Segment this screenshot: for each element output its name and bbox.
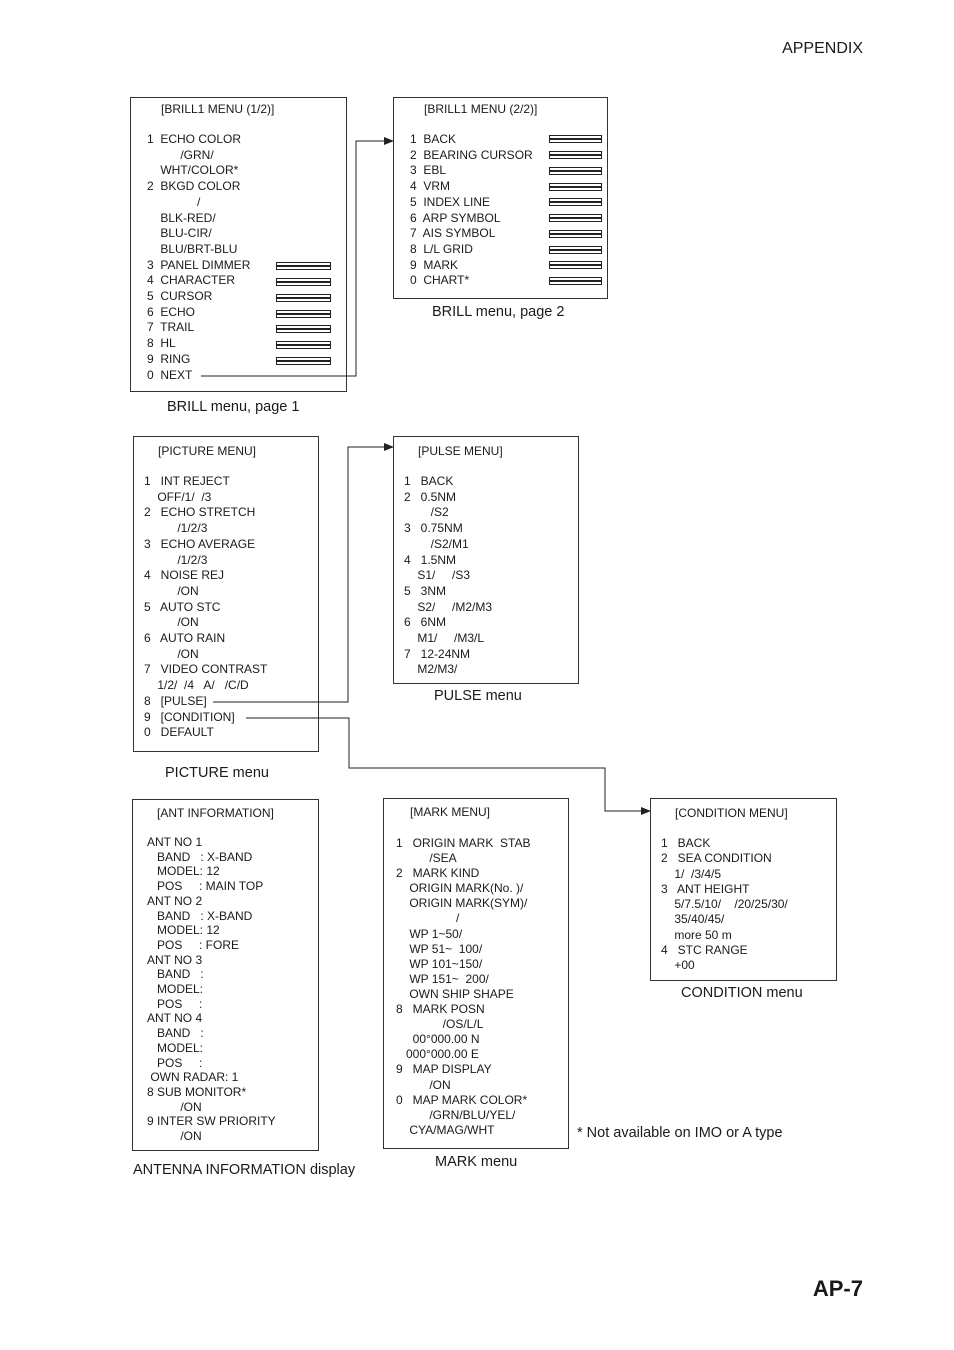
brill2-title: [BRILL1 MENU (2/2)]: [424, 102, 538, 116]
condition-title: [CONDITION MENU]: [675, 806, 788, 820]
pulse-to-pulse-menu-connector: [213, 447, 393, 702]
pulse-title: [PULSE MENU]: [418, 444, 503, 458]
ant-caption: ANTENNA INFORMATION display: [133, 1162, 356, 1178]
pulse-items: 1 BACK 2 0.5NM /S2 3 0.75NM /S2/M1 4 1.5NM S1/ /S3 5 3NM S2/ /M2/M3 6 6NM M1/ /M3/L 7 12-24NM M2/M3/: [404, 474, 493, 677]
ant-title: [ANT INFORMATION]: [157, 806, 274, 820]
condition-to-condition-menu-connector: [246, 718, 650, 811]
mark-items: 1 ORIGIN MARK STAB /SEA 2 MARK KIND ORIGIN MARK(No. )/ ORIGIN MARK(SYM)/ / WP 1~50/ WP 51~ 100/ WP 101~150/ WP 151~ 200/ OWN SHIP SHAPE 8 MARK POSN /OS/L/L 00°000.00 N 000°000.00 E 9 MAP DISPLAY /ON 0 MAP MARK COLOR* /GRN/BLU/YEL/ CYA/MAG/WHT: [396, 836, 531, 1137]
brill2-caption: BRILL menu, page 2: [432, 304, 565, 320]
page-number: AP-7: [812, 1276, 863, 1301]
condition-caption: CONDITION menu: [681, 985, 803, 1001]
next-to-brill2-connector: [201, 141, 393, 376]
mark-title: [MARK MENU]: [410, 805, 491, 819]
footnote: * Not available on IMO or A type: [577, 1125, 783, 1141]
pulse-caption: PULSE menu: [434, 688, 522, 704]
appendix-header: APPENDIX: [782, 40, 863, 57]
brill1-title: [BRILL1 MENU (1/2)]: [161, 102, 275, 116]
picture-caption: PICTURE menu: [165, 765, 269, 781]
brill2-items: 1 BACK 2 BEARING CURSOR 3 EBL 4 VRM 5 INDEX LINE 6 ARP SYMBOL 7 AIS SYMBOL 8 L/L GRID 9 MARK 0 CHART*: [410, 132, 533, 288]
brill1-caption: BRILL menu, page 1: [167, 399, 300, 415]
picture-items: 1 INT REJECT OFF/1/ /3 2 ECHO STRETCH /1/2/3 3 ECHO AVERAGE /1/2/3 4 NOISE REJ /ON 5 AUTO STC /ON 6 AUTO RAIN /ON 7 VIDEO CONTRAST 1/2/ /4 A/ /C/D 8 [PULSE] 9 [CONDITION] 0 DEFAULT: [144, 474, 268, 740]
condition-items: 1 BACK 2 SEA CONDITION 1/ /3/4/5 3 ANT HEIGHT 5/7.5/10/ /20/25/30/ 35/40/45/ more 50 m 4 STC RANGE +00: [661, 836, 788, 973]
mark-caption: MARK menu: [435, 1154, 518, 1170]
picture-title: [PICTURE MENU]: [158, 444, 257, 458]
brill1-items: 1 ECHO COLOR /GRN/ WHT/COLOR* 2 BKGD COLOR / BLK-RED/ BLU-CIR/ BLU/BRT-BLU 3 PANEL DIMMER 4 CHARACTER 5 CURSOR 6 ECHO 7 TRAIL 8 HL 9 RING 0 NEXT: [147, 132, 251, 382]
ant-items: ANT NO 1 BAND : X-BAND MODEL: 12 POS : MAIN TOP ANT NO 2 BAND : X-BAND MODEL: 12 POS : FORE ANT NO 3 BAND : MODEL: POS : ANT NO 4 BAND : MODEL: POS : OWN RADAR: 1 8 SUB MONITOR* /ON 9 INTER SW PRIORITY /ON: [147, 835, 276, 1144]
